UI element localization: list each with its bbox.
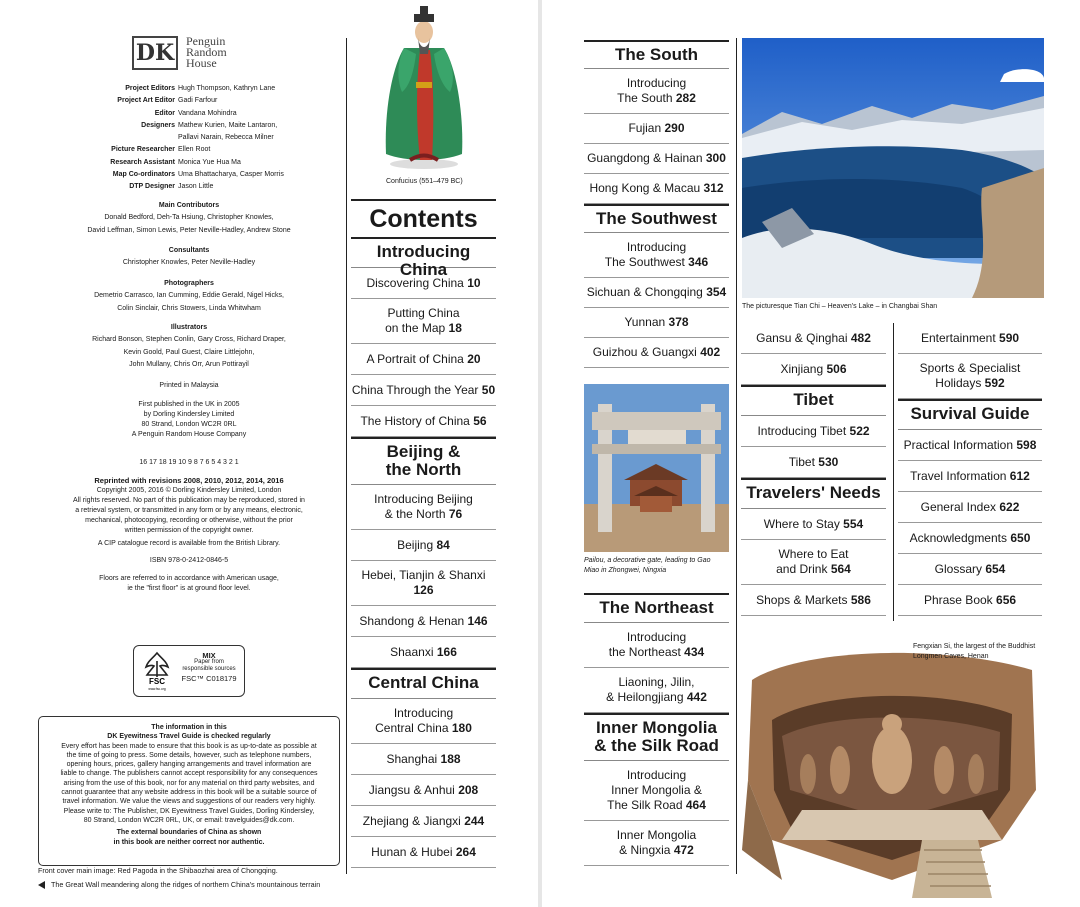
toc-entry-gansu-qinghai[interactable] (741, 323, 886, 354)
front-cover-caption: Front cover main image: Red Pagoda in the Shibaozhai area of Chongqing. (38, 866, 278, 875)
toc-page-number: 208 (458, 782, 479, 797)
section-heading-the-northeast: The Northeast (584, 593, 729, 623)
toc-page-number: 564 (830, 562, 851, 576)
section-heading-survival-guide: Survival Guide (898, 399, 1042, 430)
bottom-captions (38, 866, 358, 890)
toc-entry-label: The Silk Road (607, 798, 683, 812)
toc-entry-beijing[interactable] (351, 530, 496, 561)
toc-entry-introducing-the-southwest[interactable] (584, 233, 729, 278)
toc-entry-hebei-tianjin-shanxi[interactable] (351, 561, 496, 606)
toc-page-number: 530 (818, 454, 839, 469)
toc-page-number: 650 (1010, 530, 1031, 545)
toc-page-number: 586 (850, 592, 871, 607)
credit-row (38, 181, 340, 193)
photographers: Photographers Demetrio Carrasco, Ian Cumming, Eddie Gerald, Nigel Hicks, Colin Sinclair, Chris Stowers, Linda Whitwham (94, 280, 284, 312)
toc-entry-label: Shaanxi (390, 644, 434, 659)
toc-entry-guangdong-hainan[interactable] (584, 144, 729, 174)
toc-page-number: 622 (999, 499, 1020, 514)
toc-entry-label: Holidays (935, 376, 982, 390)
toc-page-number: 592 (984, 376, 1005, 390)
toc-entry-label: Central China (375, 721, 449, 735)
isbn: ISBN 978-0-2412-0846-5 (149, 557, 229, 564)
credit-row (38, 95, 340, 107)
toc-entry-label: Hebei, Tianjin & Shanxi (361, 568, 486, 582)
toc-entry-label: Introducing Tibet (757, 423, 847, 438)
toc-page-number: 50 (481, 382, 496, 397)
toc-entry-introducing-beijing-the-north[interactable] (351, 485, 496, 530)
toc-entry-label: Hong Kong & Macau (589, 181, 701, 195)
toc-entry-acknowledgments[interactable] (898, 523, 1042, 554)
pailou-gate-photo (584, 384, 729, 552)
toc-entry-label: on the Map (385, 321, 446, 335)
section-heading-travelers-needs: Travelers' Needs (741, 478, 886, 509)
toc-entry-label: Where to Eat (778, 547, 849, 561)
toc-page-number: 464 (685, 798, 706, 812)
credit-role: Map Co-ordinators (112, 171, 175, 179)
toc-page-number: 482 (850, 330, 871, 345)
toc-entry-label: The South (617, 91, 673, 105)
toc-entry-practical-information[interactable] (898, 430, 1042, 461)
contents-title: Contents (351, 199, 496, 237)
toc-entry-label: Putting China (387, 306, 460, 320)
penguin-random-house-logo: Penguin Random House (186, 34, 227, 70)
toc-entry-hong-kong-macau[interactable] (584, 174, 729, 204)
toc-entry-travel-information[interactable] (898, 461, 1042, 492)
toc-entry-sports-specialist-holidays[interactable] (898, 354, 1042, 399)
toc-page-number: 146 (467, 613, 488, 628)
toc-entry-label: Xinjiang (780, 361, 824, 376)
toc-entry-a-portrait-of-china[interactable] (351, 344, 496, 375)
fsc-badge: FSC www.fsc.org MIX Paper from responsible sources FSC™ C018179 (133, 645, 245, 697)
toc-entry-introducing-the-south[interactable] (584, 69, 729, 114)
toc-page-number: 264 (455, 844, 476, 859)
credit-role: DTP Designer (129, 183, 175, 191)
credit-row (38, 108, 340, 120)
toc-entry-liaoning-jilin-heilongjiang[interactable] (584, 668, 729, 713)
floors-note: Floors are referred to in accordance with American usage, ie the "first floor" is at ground floor level. (99, 575, 279, 592)
toc-page-number: 442 (686, 690, 707, 704)
toc-page-number: 378 (668, 315, 689, 329)
toc-entry-entertainment[interactable] (898, 323, 1042, 354)
first-published: First published in the UK in 2005 by Dorling Kindersley Limited 80 Strand, London WC2R 0RL A Penguin Random House Company (131, 401, 247, 438)
toc-page-number: 346 (688, 255, 709, 269)
toc-entry-label: Hunan & Hubei (371, 844, 453, 859)
toc-entry-fujian[interactable] (584, 114, 729, 144)
toc-entry-label: Phrase Book (923, 592, 993, 607)
credit-names: Pallavi Narain, Rebecca Milner (178, 134, 274, 142)
credit-role (38, 132, 178, 144)
toc-entry-tibet[interactable] (741, 447, 886, 478)
inner-column-divider (893, 323, 894, 621)
toc-entry-introducing-tibet[interactable] (741, 416, 886, 447)
contents-column-1 (351, 199, 496, 868)
toc-entry-where-to-eat-and-drink[interactable] (741, 540, 886, 585)
credit-names: Ellen Root (178, 146, 211, 154)
fengxian-caption: Fengxian Si, the largest of the Buddhist Longmen Caves, Henan (913, 643, 1036, 660)
credits-table (38, 83, 340, 194)
toc-entry-introducing-the-northeast[interactable] (584, 623, 729, 668)
toc-page-number: 20 (467, 351, 481, 366)
credit-row (38, 144, 340, 156)
longmen-caves-illustration (742, 640, 1042, 902)
toc-page-number: 590 (999, 330, 1020, 345)
toc-entry-label: The Southwest (604, 255, 685, 269)
reprinted: Reprinted with revisions 2008, 2010, 2012, 2014, 2016 Copyright 2005, 2016 © Dorling Kindersley Limited, London All rights reserved. No part of this publication may be reproduced, stored in a retrieval system, or transmitted in any form or by any means, electronic, mechanical, photocopying, recording or otherwise, without the prior written permission of the copyright owner. A CIP catalogue record is available from the British Library. (73, 476, 305, 547)
section-heading-beijing-the-north: Beijing & the North (351, 437, 496, 485)
toc-entry-guizhou-guangxi[interactable] (584, 338, 729, 368)
toc-entry-label: the Northeast (608, 645, 681, 659)
info-box: The information in this DK Eyewitness Travel Guide is checked regularly Every effort has been made to ensure that this book is as up-to-date as possible at the time of going to press. Some details, however, such as telephone numbers, opening hours, prices, gallery hanging arrangements and travel information are liable to change. The publishers cannot accept responsibility for any consequences arising from the use of this book, nor for any material on third party websites, and cannot guarantee that any website address in this book will be a suitable source of travel information. We value the views and suggestions of our readers very highly. Please write to: The Publisher, DK Eyewitness Travel Guides, Dorling Kindersley, 80 Strand, London WC2R 0RL, UK, or email: travelguides@dk.com. The external boundaries of China as shown in this book are neither correct nor authentic. (38, 716, 340, 866)
toc-entry-label: Sichuan & Chongqing (586, 285, 703, 299)
credit-row (38, 83, 340, 95)
toc-entry-general-index[interactable] (898, 492, 1042, 523)
section-heading-the-south: The South (584, 40, 729, 69)
credit-role: Project Editors (125, 85, 175, 92)
toc-entry-label: Introducing (626, 630, 687, 644)
toc-entry-sichuan-chongqing[interactable] (584, 278, 729, 308)
toc-page-number: 300 (705, 151, 726, 165)
toc-page-number: 290 (664, 121, 685, 135)
toc-entry-label: Guizhou & Guangxi (592, 345, 697, 359)
printed-in: Printed in Malaysia (159, 382, 219, 389)
toc-entry-label: Glossary (934, 561, 982, 576)
toc-entry-label: Introducing (626, 76, 687, 90)
toc-page-number: 522 (849, 423, 870, 438)
toc-entry-label: Shandong & Henan (359, 613, 465, 628)
toc-entry-label: Liaoning, Jilin, (618, 675, 695, 689)
toc-page-number: 126 (413, 583, 434, 597)
toc-entry-label: Tibet (788, 454, 815, 469)
toc-entry-glossary[interactable] (898, 554, 1042, 585)
publisher-logo (132, 36, 292, 72)
toc-entry-zhejiang-jiangxi[interactable] (351, 806, 496, 837)
toc-entry-label: Fujian (628, 121, 662, 135)
confucius-caption: Confucius (551–479 BC) (386, 178, 463, 185)
contents-column-4 (898, 323, 1042, 616)
credit-role: Project Art Editor (117, 97, 175, 105)
toc-entry-label: Practical Information (903, 437, 1013, 452)
great-wall-caption: The Great Wall meandering along the ridges of northern China's mountainous terrain (38, 880, 358, 890)
toc-entry-hunan-hubei[interactable] (351, 837, 496, 868)
toc-entry-the-history-of-china[interactable] (351, 406, 496, 437)
toc-page-number: 180 (451, 721, 472, 735)
credit-names: Hugh Thompson, Kathryn Lane (178, 85, 276, 92)
toc-entry-label: Gansu & Qinghai (756, 330, 848, 345)
toc-entry-label: Guangdong & Hainan (587, 151, 703, 165)
toc-page-number: 434 (684, 645, 705, 659)
consultants: Consultants Christopher Knowles, Peter Neville-Hadley (122, 247, 256, 267)
toc-entry-shanghai[interactable] (351, 744, 496, 775)
toc-page-number: 188 (440, 751, 461, 766)
credit-names: Monica Yue Hua Ma (178, 158, 241, 166)
credit-row (38, 120, 340, 132)
toc-page-number: 166 (436, 644, 457, 659)
contents-column-2a (584, 40, 729, 368)
credit-role: Research Assistant (110, 158, 175, 166)
toc-page-number: 84 (436, 537, 450, 552)
section-heading-introducing-china: Introducing China (351, 237, 496, 268)
arrow-left-icon (38, 881, 45, 889)
toc-page-number: 244 (464, 813, 485, 828)
main-contributors: Main Contributors Donald Bedford, Deh-Ta Hsiung, Christopher Knowles, David Leffman, Simon Lewis, Peter Neville-Hadley, Andrew Stone (87, 202, 291, 234)
toc-entry-label: Acknowledgments (909, 530, 1007, 545)
contents-column-3 (741, 323, 886, 616)
toc-entry-shaanxi[interactable] (351, 637, 496, 668)
toc-entry-phrase-book[interactable] (898, 585, 1042, 616)
toc-page-number: 354 (706, 285, 727, 299)
toc-entry-label: Introducing (626, 768, 687, 782)
credit-names: Jason Little (178, 183, 214, 191)
section-heading-the-southwest: The Southwest (584, 204, 729, 233)
credit-row (38, 157, 340, 169)
toc-entry-label: & Heilongjiang (606, 690, 684, 704)
toc-entry-label: Yunnan (624, 315, 666, 329)
toc-page-number: 76 (448, 507, 463, 521)
credit-role: Picture Researcher (111, 146, 175, 154)
credit-role: Designers (141, 121, 175, 129)
toc-entry-label: China Through the Year (351, 382, 479, 397)
right-column-divider (736, 38, 737, 874)
toc-entry-label: Introducing Beijing (374, 492, 473, 506)
toc-page-number: 656 (996, 592, 1017, 607)
right-page (542, 0, 1080, 907)
toc-entry-introducing-inner-mongolia-the-silk-road[interactable] (584, 761, 729, 821)
column-divider (346, 38, 347, 874)
toc-entry-putting-china-on-the-map[interactable] (351, 299, 496, 344)
dk-logo: DK (132, 36, 178, 70)
toc-page-number: 56 (473, 413, 487, 428)
toc-entry-shops-markets[interactable] (741, 585, 886, 616)
toc-entry-label: Entertainment (920, 330, 996, 345)
credit-role: Editor (154, 109, 175, 117)
toc-entry-introducing-central-china[interactable] (351, 699, 496, 744)
toc-page-number: 10 (467, 275, 481, 290)
toc-entry-label: General Index (920, 499, 996, 514)
credit-names: Mathew Kurien, Maite Lantaron, (178, 121, 278, 129)
toc-entry-label: Inner Mongolia (616, 828, 697, 842)
toc-entry-label: Travel Information (910, 468, 1007, 483)
section-heading-central-china: Central China (351, 668, 496, 699)
toc-entry-china-through-the-year[interactable] (351, 375, 496, 406)
toc-page-number: 312 (703, 181, 724, 195)
toc-page-number: 282 (675, 91, 696, 105)
svg-text:www.fsc.org: www.fsc.org (148, 687, 166, 691)
toc-entry-label: The History of China (360, 413, 470, 428)
confucius-illustration (376, 4, 472, 170)
toc-entry-label: & the North (384, 507, 446, 521)
toc-entry-where-to-stay[interactable] (741, 509, 886, 540)
contents-column-2b (584, 593, 729, 866)
toc-entry-label: and Drink (776, 562, 828, 576)
toc-entry-label: Shanghai (386, 751, 438, 766)
fsc-tree-icon (142, 651, 172, 691)
toc-entry-label: Jiangsu & Anhui (368, 782, 455, 797)
toc-entry-label: Introducing (393, 706, 454, 720)
toc-entry-yunnan[interactable] (584, 308, 729, 338)
tian-chi-caption: The picturesque Tian Chi – Heaven's Lake – in Changbai Shan (742, 303, 938, 310)
toc-entry-jiangsu-anhui[interactable] (351, 775, 496, 806)
credit-names: Vandana Mohindra (178, 109, 237, 117)
pailou-caption: Pailou, a decorative gate, leading to Gao Miao in Zhongwei, Ningxia (584, 557, 711, 574)
toc-entry-shandong-henan[interactable] (351, 606, 496, 637)
toc-entry-label: Inner Mongolia & (611, 783, 702, 797)
toc-page-number: 506 (826, 361, 847, 376)
section-heading-inner-mongolia-the-silk-road: Inner Mongolia & the Silk Road (584, 713, 729, 761)
toc-entry-label: Sports & Specialist (919, 361, 1021, 375)
illustrators: Illustrators Richard Bonson, Stephen Conlin, Gary Cross, Richard Draper, Kevin Goold, Paul Guest, Claire Littlejohn, John Mullany, Chris Orr, Arun Pottirayil (92, 324, 286, 368)
svg-text:FSC: FSC (149, 677, 165, 686)
toc-entry-label: Shops & Markets (756, 592, 848, 607)
credit-names: Gadi Farfour (178, 97, 218, 105)
credit-row (38, 169, 340, 181)
toc-entry-label: Zhejiang & Jiangxi (362, 813, 461, 828)
toc-page-number: 612 (1009, 468, 1030, 483)
toc-entry-label: A Portrait of China (366, 351, 464, 366)
toc-page-number: 554 (843, 516, 864, 531)
credit-names: Uma Bhattacharya, Casper Morris (178, 171, 284, 179)
toc-entry-label: Beijing (397, 537, 434, 552)
toc-entry-xinjiang[interactable] (741, 354, 886, 385)
section-heading-tibet: Tibet (741, 385, 886, 416)
toc-page-number: 402 (700, 345, 721, 359)
toc-entry-label: & Ningxia (619, 843, 671, 857)
toc-entry-label: Discovering China (366, 275, 464, 290)
toc-page-number: 18 (448, 321, 462, 335)
toc-page-number: 472 (673, 843, 694, 857)
tian-chi-lake-photo (742, 38, 1044, 298)
toc-entry-label: Where to Stay (763, 516, 840, 531)
toc-entry-inner-mongolia-ningxia[interactable] (584, 821, 729, 866)
left-page (0, 0, 538, 907)
print-numbers: 16 17 18 19 10 9 8 7 6 5 4 3 2 1 (139, 459, 239, 466)
toc-entry-label: Introducing (626, 240, 687, 254)
toc-page-number: 598 (1016, 437, 1037, 452)
credit-row (38, 132, 340, 144)
toc-page-number: 654 (985, 561, 1006, 576)
